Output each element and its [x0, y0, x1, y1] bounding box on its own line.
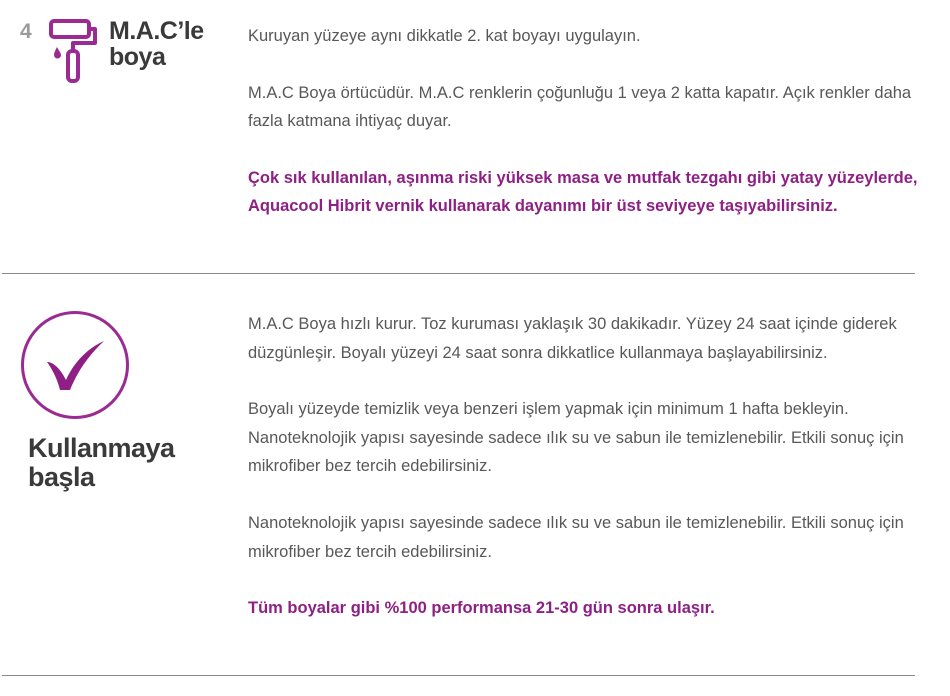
step-content	[248, 22, 918, 249]
usage-section	[0, 274, 950, 676]
usage-highlight: Tüm boyalar gibi %100 performansa 21-30 gün sonra ulaşır.	[248, 599, 715, 618]
usage-title	[28, 434, 175, 492]
checkmark-circle-icon	[20, 310, 130, 420]
usage-title-line-1: Kullanmaya	[28, 433, 175, 463]
usage-paragraph-1: M.A.C Boya hızlı kurur. Toz kuruması yaklaşık 30 dakikadır. Yüzey 24 saat içinde giderek düzgünleşir. Boyalı yüzeyi 24 saat sonra dikkatlice kullanmaya başlayabilirsiniz.	[248, 315, 897, 362]
step-title-line-2: boya	[109, 43, 166, 71]
paint-roller-icon	[46, 17, 100, 85]
usage-content	[248, 310, 918, 651]
section-divider-bottom	[2, 675, 915, 676]
step-title	[109, 18, 204, 70]
step-4-section	[0, 0, 950, 274]
step-paragraph-1: Kuruyan yüzeye aynı dikkatle 2. kat boyayı uygulayın.	[248, 27, 641, 45]
usage-paragraph-2: Boyalı yüzeyde temizlik veya benzeri işlem yapmak için minimum 1 hafta bekleyin. Nanoteknolojik yapısı sayesinde sadece ılık su ve sabun ile temizlenebilir. Etkili sonuç için mikrofiber bez tercih edebilirsiniz.	[248, 400, 904, 476]
step-paragraph-2: M.A.C Boya örtücüdür. M.A.C renklerin çoğunluğu 1 veya 2 katta kapatır. Açık renkler daha fazla katmana ihtiyaç duyar.	[248, 83, 912, 131]
step-title-line-1: M.A.C’le	[109, 17, 204, 45]
step-number: 4	[20, 20, 32, 43]
usage-title-line-2: başla	[28, 462, 95, 492]
usage-paragraph-3: Nanoteknolojik yapısı sayesinde sadece ılık su ve sabun ile temizlenebilir. Etkili sonuç için mikrofiber bez tercih edebilirsiniz.	[248, 513, 904, 561]
step-highlight: Çok sık kullanılan, aşınma riski yüksek masa ve mutfak tezgahı gibi yatay yüzeylerde, Aquacool Hibrit vernik kullanarak dayanımı bir üst seviyeye taşıyabilirsiniz.	[248, 168, 918, 216]
